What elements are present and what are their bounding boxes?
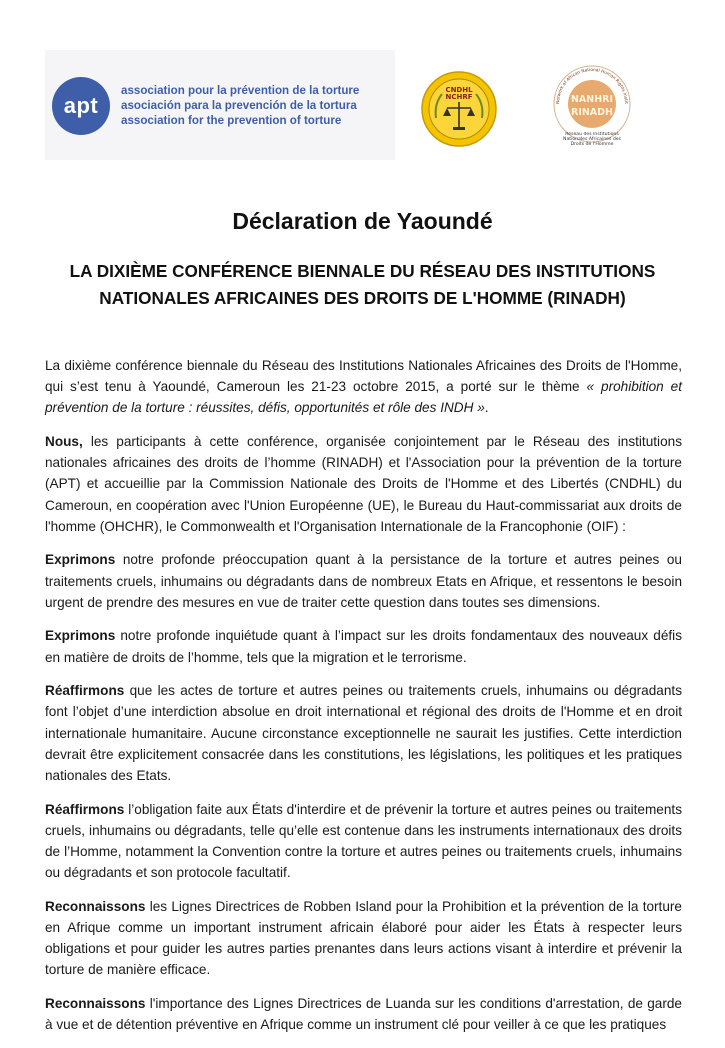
- paragraph-reaffirmons-2: [45, 799, 682, 884]
- paragraph-text: l'importance des Lignes Directrices de Luanda sur les conditions d'arrestation, de garde à vue et de détention préventive en Afrique comme un instrument clé pour veiller à ce que les pratiques: [45, 996, 682, 1033]
- apt-logo-mark: apt: [52, 77, 110, 135]
- intro-end: .: [484, 400, 489, 416]
- paragraph-reconnaissons-1: [45, 896, 682, 981]
- paragraph-lead: Exprimons: [45, 628, 116, 644]
- nanhri-caption: Réseau des Institutions Nationales Africaines des Droits de l'Homme: [563, 132, 621, 148]
- paragraph-lead: Nous,: [45, 434, 83, 449]
- cndhl-seal-line2: NCHRF: [445, 93, 473, 101]
- paragraph-text: les participants à cette conférence, organisée conjointement par le Réseau des institutions nationales africaines des droits de l’homme (RINADH) et l'Association pour la prévention de la torture (APT) et accueillie par la Commission Nationale des Droits de l'Homme et des Libertés (CNDHL) du Cameroun, en coopération avec l'Union Européenne (UE), le Bureau du Haut-commissariat aux droits de l'homme (OHCHR), le Commonwealth et l'Organisation Internationale de la Francophonie (OIF) :: [45, 434, 682, 534]
- paragraph-nous: [45, 431, 682, 537]
- paragraph-lead: Reconnaissons: [45, 996, 146, 1012]
- intro-theme: « prohibition et prévention de la torture : réussites, défis, opportunités et rôle des INDH »: [45, 379, 682, 416]
- intro-text: La dixième conférence biennale du Réseau des Institutions Nationales Africaines des Droits de l'Homme, qui s’est tenu à Yaoundé, Cameroun les 21-23 octobre 2015, a porté sur le thème: [45, 358, 682, 395]
- paragraph-lead: Réaffirmons: [45, 801, 125, 817]
- apt-logo-line-en: association for the prevention of torture: [121, 114, 342, 127]
- paragraph-lead: Reconnaissons: [45, 898, 146, 914]
- rinadh-word: RINADH: [571, 107, 613, 118]
- document-subtitle: LA DIXIÈME CONFÉRENCE BIENNALE DU RÉSEAU DES INSTITUTIONS NATIONALES AFRICAINES DES DROITS DE L'HOMME (RINADH): [69, 261, 656, 308]
- paragraph-text: notre profonde inquiétude quant à l’impact sur les droits fondamentaux des nouveaux défis en matière de droits de l’homme, tels que la migration et le terrorisme.: [45, 628, 682, 665]
- document-title: Déclaration de Yaoundé: [232, 208, 493, 234]
- paragraph-lead: Réaffirmons: [45, 683, 125, 699]
- paragraph-text: les Lignes Directrices de Robben Island pour la Prohibition et la prévention de la torture en Afrique comme un important instrument africain élaboré pour aider les États à respecter leurs obligations et pour guider les autres parties prenantes dans leurs actions visant à interdire et prévenir la torture de manière efficace.: [45, 898, 682, 978]
- intro-paragraph: [45, 355, 682, 419]
- apt-logo-line-es: asociación para la prevención de la tortura: [121, 99, 357, 112]
- cndhl-seal-logo: [420, 70, 498, 148]
- paragraph-reaffirmons-1: [45, 680, 682, 786]
- paragraph-text: notre profonde préoccupation quant à la persistance de la torture et autres peines ou traitements cruels, inhumains ou dégradants dans de nombreux Etats en Afrique, et ressentons le besoin urgent de prendre des mesures en vue de traiter cette question dans toutes ses dimensions.: [45, 552, 682, 610]
- paragraph-text: que les actes de torture et autres peines ou traitements cruels, inhumains ou dégradants font l’objet d’une interdiction absolue en droit international et régional des droits de l'Homme et en droit internationale humanitaire. Aucune circonstance exceptionnelle ne saurait les justifies. Cette interdiction devrait être explicitement consacrée dans les constitutions, les législations, les politiques et les pratiques nationales des Etats.: [45, 683, 682, 784]
- cndhl-seal-line1: CNDHL: [445, 86, 473, 94]
- declaration-body: [45, 355, 682, 1048]
- paragraph-text: l’obligation faite aux États d'interdire et de prévenir la torture et autres peines ou traitements cruels, inhumains ou dégradants, telle qu’elle est contenue dans les instruments internationaux des droits de l’Homme, notamment la Convention contre la torture et autres peines ou traitements cruels, inhumains ou dégradants et son protocole facultatif.: [45, 801, 682, 881]
- apt-logo-line-fr: association pour la prévention de la torture: [121, 84, 360, 97]
- paragraph-exprimons-2: [45, 625, 682, 667]
- nanhri-word: NANHRI: [570, 94, 614, 105]
- nanhri-arc-text: Network of African National Human Rights Instit: [555, 67, 629, 105]
- paragraph-lead: Exprimons: [45, 552, 116, 568]
- nanhri-rinadh-logo: [549, 60, 635, 156]
- paragraph-reconnaissons-2: [45, 993, 682, 1035]
- paragraph-exprimons-1: [45, 549, 682, 613]
- apt-logo-text: [121, 83, 396, 128]
